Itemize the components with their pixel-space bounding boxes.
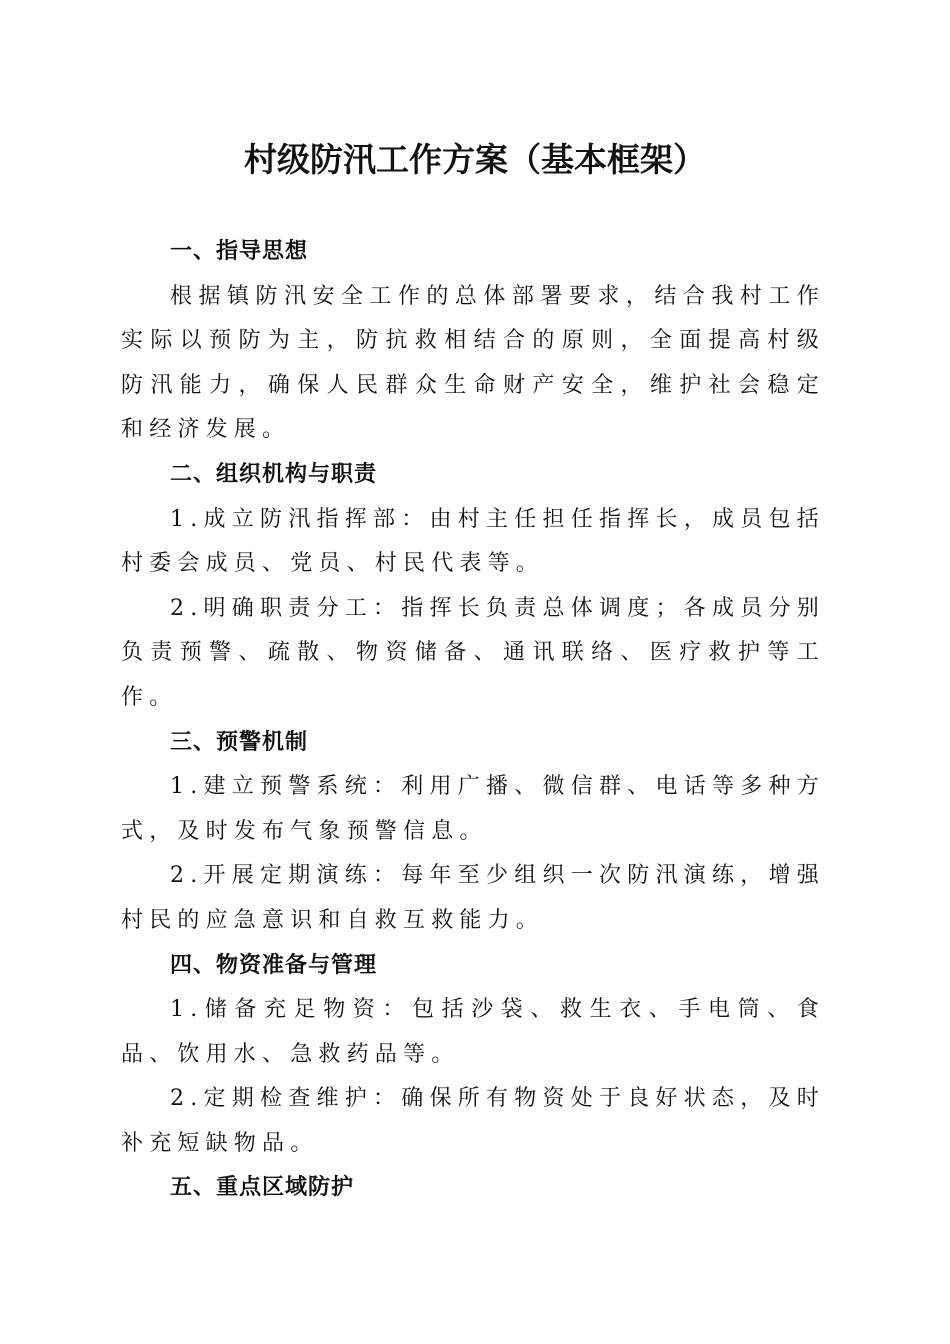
paragraph: 2.定期检查维护：确保所有物资处于良好状态，及时补充短缺物品。 (121, 1086, 825, 1156)
paragraph: 1.成立防汛指挥部：由村主任担任指挥长，成员包括村委会成员、党员、村民代表等。 (121, 506, 825, 577)
section-heading: 一、指导思想 (170, 239, 309, 264)
paragraph: 2.开展定期演练：每年至少组织一次防汛演练，增强村民的应急意识和自救互救能力。 (121, 863, 825, 933)
paragraph: 2.明确职责分工：指挥长负责总体调度；各成员分别负责预警、疏散、物资储备、通讯联络、医疗救护等工作。 (121, 595, 825, 710)
section-heading: 二、组织机构与职责 (170, 461, 378, 487)
section-heading: 四、物资准备与管理 (170, 952, 378, 978)
paragraph: 根据镇防汛安全工作的总体部署要求，结合我村工作实际以预防为主，防抗救相结合的原则，全面提高村级防汛能力，确保人民群众生命财产安全，维护社会稳定和经济发展。 (121, 283, 825, 443)
section-heading: 三、预警机制 (170, 729, 309, 755)
document-title: 村级防汛工作方案（基本框架） (244, 140, 706, 179)
section-heading: 五、重点区域防护 (170, 1175, 355, 1201)
paragraph: 1.建立预警系统：利用广播、微信群、电话等多种方式，及时发布气象预警信息。 (121, 774, 825, 844)
document-body (121, 230, 825, 1211)
paragraph: 1.储备充足物资：包括沙袋、救生衣、手电筒、食品、饮用水、急救药品等。 (121, 997, 825, 1067)
